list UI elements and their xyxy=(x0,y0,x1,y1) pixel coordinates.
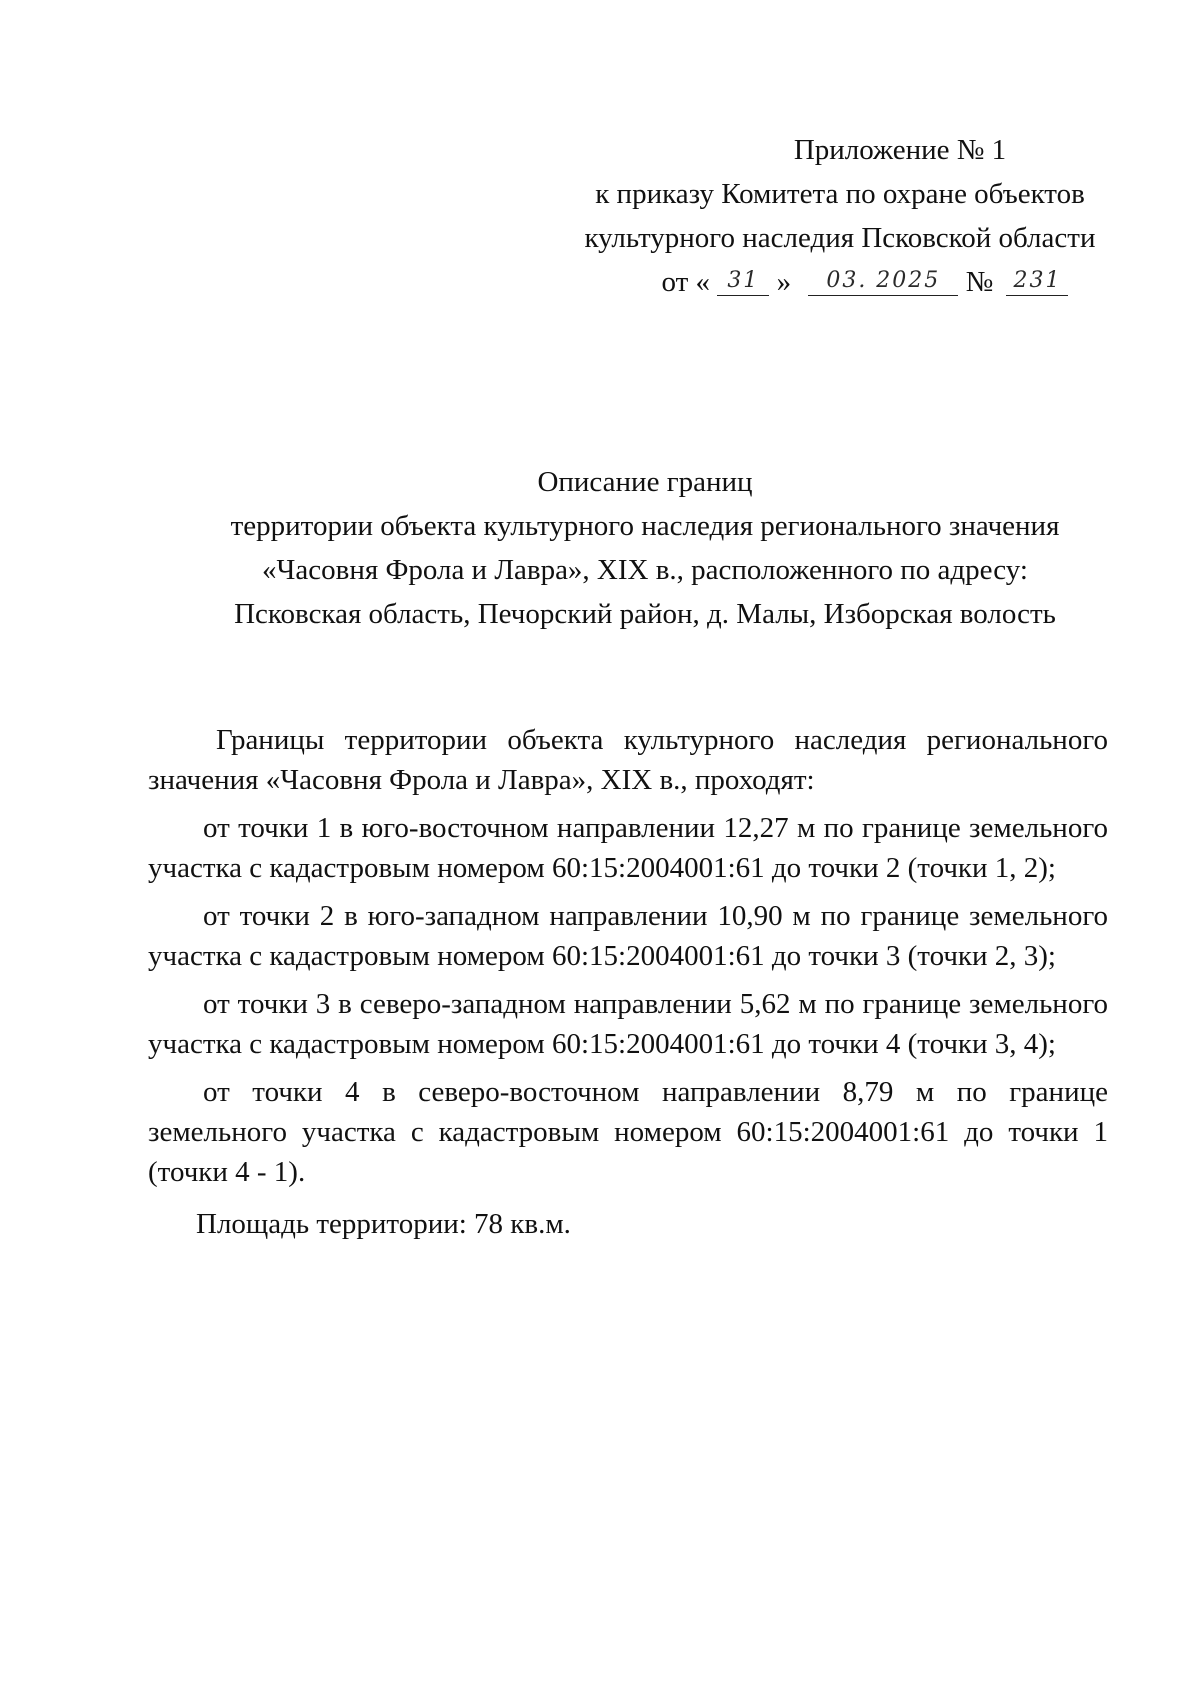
document-body xyxy=(148,720,1108,1252)
title-line-1: Описание границ xyxy=(537,466,753,498)
number-prefix: № xyxy=(965,266,994,298)
appendix-number: Приложение № 1 xyxy=(793,134,1007,166)
order-reference-line1: к приказу Комитета по охране объектов xyxy=(595,178,1085,210)
boundary-segment-1: от точки 1 в юго-восточном направлении 12,27 м по границе земельного участка с кадастровым номером 60:15:2004001:61 до точки 2 (точки 1, 2); xyxy=(148,812,1108,884)
boundary-segment-3: от точки 3 в северо-западном направлении 5,62 м по границе земельного участка с кадастровым номером 60:15:2004001:61 до точки 4 (точки 3, 4); xyxy=(148,988,1108,1060)
order-date-number xyxy=(560,260,1120,304)
title-line-4: Псковская область, Печорский район, д. Малы, Изборская волость xyxy=(234,598,1056,630)
title-line-2: территории объекта культурного наследия регионального значения xyxy=(230,510,1060,542)
date-mid: » xyxy=(776,266,792,298)
boundary-segment-2: от точки 2 в юго-западном направлении 10,90 м по границе земельного участка с кадастровым номером 60:15:2004001:61 до точки 3 (точки 2, 3); xyxy=(148,900,1108,972)
date-prefix: от « xyxy=(661,266,711,298)
handwritten-day: 31 xyxy=(717,267,769,296)
boundary-segment-4: от точки 4 в северо-восточном направлении 8,79 м по границе земельного участка с кадастровым номером 60:15:2004001:61 до точки 1 (точки 4 - 1). xyxy=(148,1076,1108,1188)
title-line-3: «Часовня Фрола и Лавра», XIX в., расположенного по адресу: xyxy=(262,554,1028,586)
appendix-header xyxy=(560,128,1120,304)
territory-area: Площадь территории: 78 кв.м. xyxy=(196,1208,571,1240)
document-title xyxy=(170,460,1120,636)
intro-paragraph: Границы территории объекта культурного наследия регионального значения «Часовня Фрола и Лавра», XIX в., проходят: xyxy=(148,724,1108,796)
handwritten-month-year: 03. 2025 xyxy=(808,267,958,296)
order-reference-line2: культурного наследия Псковской области xyxy=(584,222,1096,254)
handwritten-order-number: 231 xyxy=(1006,267,1068,296)
